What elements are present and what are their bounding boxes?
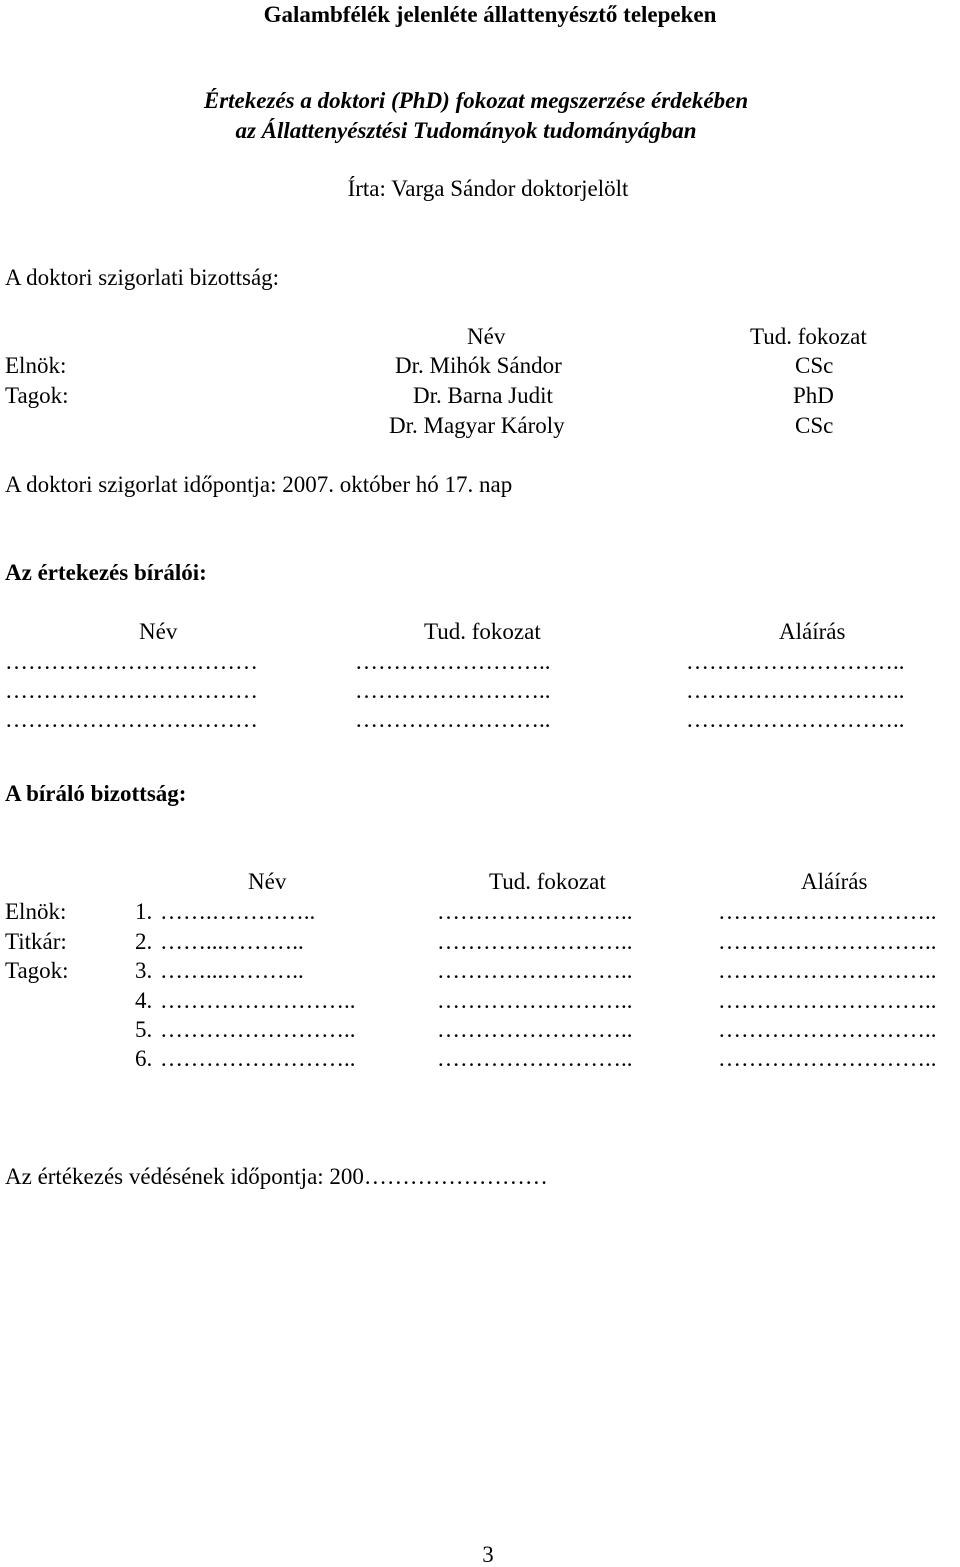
document-title: Galambfélék jelenléte állattenyésztő telepeken <box>263 2 717 27</box>
review-committee-signature-blank: ……………………….. <box>718 1017 937 1042</box>
reviewers-col-degree: Tud. fokozat <box>424 619 541 644</box>
reviewers-col-signature: Aláírás <box>779 619 846 644</box>
reviewers-col-name: Név <box>139 619 178 644</box>
reviewer-degree-blank: …………………….. <box>355 707 551 732</box>
subtitle-line-2: az Állattenyésztési Tudományok tudományágban <box>235 118 697 143</box>
reviewer-name-blank: …………………………… <box>5 707 258 732</box>
review-committee-degree-blank: …………………….. <box>437 929 633 954</box>
review-committee-number: 4. <box>135 988 153 1013</box>
reviewer-name-blank: …………………………… <box>5 678 258 703</box>
reviewer-signature-blank: ……………………….. <box>686 678 905 703</box>
review-committee-role: Elnök: <box>5 899 67 924</box>
review-committee-role: Tagok: <box>5 958 69 983</box>
subtitle-line-1: Értekezés a doktori (PhD) fokozat megszerzése érdekében <box>203 88 749 113</box>
review-committee-signature-blank: ……………………….. <box>718 988 937 1013</box>
review-committee-degree-blank: …………………….. <box>437 1046 633 1071</box>
reviewer-signature-blank: ……………………….. <box>686 649 905 674</box>
review-committee-name-blank: …………………….. <box>160 1017 356 1042</box>
exam-committee-heading: A doktori szigorlati bizottság: <box>5 265 280 290</box>
review-committee-role: Titkár: <box>5 929 67 954</box>
review-committee-number: 2. <box>135 929 153 954</box>
review-committee-number: 5. <box>135 1017 153 1042</box>
author-line: Írta: Varga Sándor doktorjelölt <box>347 176 629 201</box>
reviewer-degree-blank: …………………….. <box>355 649 551 674</box>
exam-committee-member-degree: PhD <box>793 383 834 408</box>
exam-date: A doktori szigorlat időpontja: 2007. október hó 17. nap <box>5 472 513 497</box>
review-committee-degree-blank: …………………….. <box>437 988 633 1013</box>
exam-committee-member-degree: CSc <box>795 353 834 378</box>
review-committee-name-blank: …………………….. <box>160 1046 356 1071</box>
review-committee-col-name: Név <box>248 869 287 894</box>
reviewer-signature-blank: ……………………….. <box>686 707 905 732</box>
review-committee-number: 3. <box>135 958 153 983</box>
exam-committee-role: Tagok: <box>5 383 69 408</box>
review-committee-signature-blank: ……………………….. <box>718 929 937 954</box>
review-committee-number: 6. <box>135 1046 153 1071</box>
page-number: 3 <box>482 1542 494 1567</box>
reviewers-heading: Az értekezés bírálói: <box>5 560 207 585</box>
exam-committee-member-degree: CSc <box>795 413 834 438</box>
review-committee-heading: A bíráló bizottság: <box>5 781 187 806</box>
review-committee-degree-blank: …………………….. <box>437 1017 633 1042</box>
review-committee-signature-blank: ……………………….. <box>718 958 937 983</box>
review-committee-signature-blank: ……………………….. <box>718 1046 937 1071</box>
exam-committee-member-name: Dr. Mihók Sándor <box>395 353 562 378</box>
review-committee-col-signature: Aláírás <box>801 869 868 894</box>
reviewer-degree-blank: …………………….. <box>355 678 551 703</box>
review-committee-degree-blank: …………………….. <box>437 899 633 924</box>
exam-committee-member-name: Dr. Magyar Károly <box>389 413 565 438</box>
exam-committee-member-name: Dr. Barna Judit <box>413 383 553 408</box>
review-committee-signature-blank: ……………………….. <box>718 899 937 924</box>
review-committee-name-blank: …….………….. <box>160 899 316 924</box>
exam-committee-col-name: Név <box>467 324 506 349</box>
exam-committee-col-degree: Tud. fokozat <box>750 324 867 349</box>
reviewer-name-blank: …………………………… <box>5 649 258 674</box>
review-committee-col-degree: Tud. fokozat <box>489 869 606 894</box>
review-committee-name-blank: ……...……….. <box>160 958 304 983</box>
exam-committee-role: Elnök: <box>5 353 67 378</box>
review-committee-name-blank: …………………….. <box>160 988 356 1013</box>
review-committee-name-blank: ……...……….. <box>160 929 304 954</box>
defense-date: Az értékezés védésének időpontja: 200…………………… <box>5 1164 548 1189</box>
review-committee-degree-blank: …………………….. <box>437 958 633 983</box>
review-committee-number: 1. <box>135 899 153 924</box>
